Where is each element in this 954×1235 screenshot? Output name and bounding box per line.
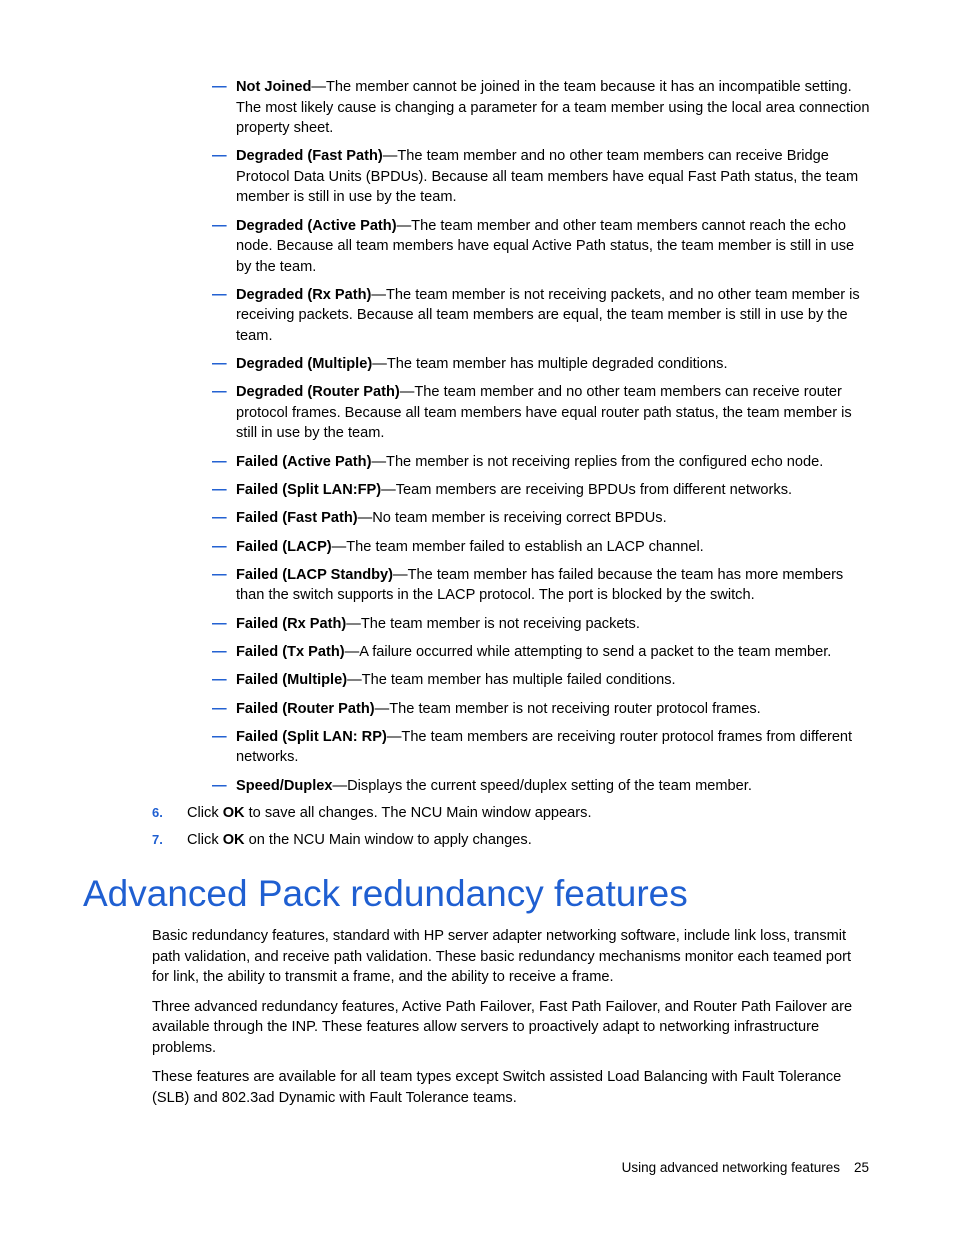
section-body (152, 926, 872, 1117)
status-term: Degraded (Rx Path) (236, 286, 372, 303)
procedure-steps (152, 803, 872, 857)
step-text-post: on the NCU Main window to apply changes. (244, 832, 532, 848)
step-keyword: OK (222, 832, 245, 848)
dash-bullet: — (212, 538, 227, 555)
status-term: Degraded (Multiple) (236, 356, 373, 373)
dash-bullet: — (212, 510, 227, 527)
dash-bullet: — (212, 644, 227, 661)
page-number: 25 (853, 1160, 869, 1175)
status-item-failed-tx-path (212, 642, 872, 663)
status-term: Degraded (Active Path) (236, 217, 397, 234)
body-paragraph: Basic redundancy features, standard with HP server adapter networking software, include link loss, transmit path validation, and receive path validation. These basic redundancy mechanisms monitor each teamed port for link, the ability to transmit a frame, and the ability to receive a frame. (152, 928, 852, 985)
step-keyword: OK (222, 805, 245, 821)
status-description: —The team member has multiple failed conditions. (347, 672, 676, 689)
status-term: Failed (LACP) (236, 538, 332, 555)
status-item-failed-router-path (212, 699, 872, 720)
status-term: Failed (Fast Path) (236, 510, 358, 527)
dash-bullet: — (212, 79, 227, 95)
dash-bullet: — (212, 728, 227, 745)
body-paragraph: These features are available for all team types except Switch assisted Load Balancing with Fault Tolerance (SLB) and 802.3ad Dynamic with Fault Tolerance teams. (152, 1069, 842, 1106)
status-item-failed-active-path (212, 452, 872, 473)
status-term: Failed (Router Path) (236, 700, 375, 717)
dash-bullet: — (212, 777, 227, 794)
status-item-failed-fast-path (212, 508, 872, 529)
dash-bullet: — (212, 384, 227, 401)
status-item-degraded-active-path (212, 216, 872, 278)
step-text-pre: Click (187, 832, 223, 848)
status-description: —The team members are receiving router protocol frames from different networks. (236, 728, 853, 766)
status-description: —The team member is not receiving router protocol frames. (374, 700, 761, 717)
step-number: 6. (152, 805, 163, 820)
step-6 (152, 803, 872, 824)
dash-bullet: — (212, 700, 227, 717)
dash-bullet: — (212, 482, 227, 499)
status-description: —The team member is not receiving packets, and no other team member is receiving packets. Because all team members are equal, the team member is still in use by the team. (236, 286, 860, 344)
status-term: Failed (Active Path) (236, 453, 372, 470)
status-description: —The member cannot be joined in the team because it has an incompatible setting. The most likely cause is changing a parameter for a team member using the local area connection property sheet. (236, 79, 870, 136)
status-term: Failed (LACP Standby) (236, 566, 394, 583)
status-description: —The team member failed to establish an LACP channel. (331, 538, 704, 555)
body-paragraph: Three advanced redundancy features, Active Path Failover, Fast Path Failover, and Router Path Failover are available through the INP. These features allow servers to proactively adapt to networking infrastructure problems. (152, 998, 853, 1056)
status-item-failed-split-lan-rp (212, 727, 872, 768)
page-footer (622, 1158, 869, 1178)
status-description: —The team member has failed because the team has more members than the switch supports in the LACP protocol. The port is blocked by the switch. (236, 566, 844, 604)
status-item-failed-lacp-standby (212, 565, 872, 606)
status-term: Degraded (Fast Path) (236, 148, 383, 165)
status-description: —The team member and no other team members can receive router protocol frames. Because all team members have equal router path status, the team member is still in use by the team. (236, 384, 852, 442)
status-item-failed-split-lan-fp (212, 480, 872, 501)
step-text-post: to save all changes. The NCU Main window appears. (244, 805, 592, 821)
status-term: Failed (Tx Path) (236, 644, 345, 661)
status-description: —The team member and no other team members can receive Bridge Protocol Data Units (BPDUs). Because all team members have equal Fast Path status, the team member is still in use by the team. (236, 148, 859, 206)
status-description: —Team members are receiving BPDUs from different networks. (381, 482, 793, 499)
status-item-speed-duplex (212, 776, 872, 797)
status-description: —The member is not receiving replies from the configured echo node. (371, 453, 824, 470)
status-term: Speed/Duplex (236, 777, 333, 794)
status-term: Failed (Split LAN:FP) (236, 482, 382, 499)
status-item-failed-lacp (212, 537, 872, 558)
status-term: Failed (Split LAN: RP) (236, 728, 387, 745)
dash-bullet: — (212, 356, 227, 373)
status-description: —No team member is receiving correct BPDUs. (357, 510, 667, 527)
step-number: 7. (152, 832, 163, 847)
status-description: —Displays the current speed/duplex setting of the team member. (332, 777, 752, 794)
status-definition-list (212, 77, 872, 804)
dash-bullet: — (212, 615, 227, 632)
status-item-degraded-fast-path (212, 146, 872, 208)
status-item-not-joined (212, 77, 872, 139)
dash-bullet: — (212, 286, 227, 303)
dash-bullet: — (212, 148, 227, 165)
status-description: —The team member has multiple degraded conditions. (372, 356, 728, 373)
status-item-degraded-rx-path (212, 285, 872, 347)
dash-bullet: — (212, 672, 227, 689)
status-description: —The team member is not receiving packets. (346, 615, 640, 632)
status-item-failed-multiple (212, 670, 872, 691)
footer-chapter-title: Using advanced networking features (621, 1160, 840, 1175)
section-title: Advanced Pack redundancy features (83, 873, 688, 914)
status-term: Failed (Rx Path) (236, 615, 347, 632)
step-text-pre: Click (187, 805, 223, 821)
step-7 (152, 830, 872, 851)
status-item-failed-rx-path (212, 614, 872, 635)
status-term: Degraded (Router Path) (236, 384, 400, 401)
status-description: —The team member and other team members cannot reach the echo node. Because all team members have equal Active Path status, the team member is still in use by the team. (236, 217, 855, 275)
status-description: —A failure occurred while attempting to send a packet to the team member. (344, 644, 832, 661)
dash-bullet: — (212, 217, 227, 234)
dash-bullet: — (212, 453, 227, 470)
status-term: Failed (Multiple) (236, 672, 348, 689)
status-item-degraded-multiple (212, 354, 872, 375)
status-term: Not Joined (236, 79, 312, 95)
status-item-degraded-router-path (212, 382, 872, 444)
dash-bullet: — (212, 566, 227, 583)
